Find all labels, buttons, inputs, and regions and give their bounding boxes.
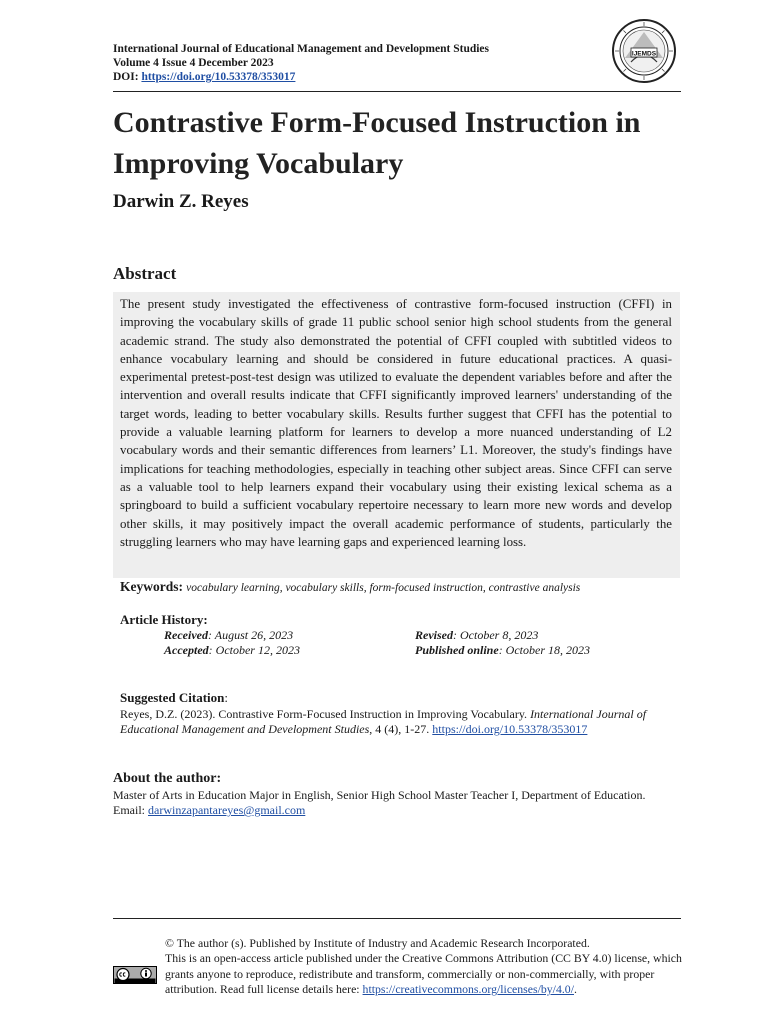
about-email-line (113, 803, 688, 818)
abstract-text: The present study investigated the effectiveness of contrastive form-focused instruction (CFFI) in improving the vocabulary skills of grade 11 public school senior high school students from the general academic strand. The study also demonstrated the potential of CFFI coupled with subtitled videos to enhance vocabulary learning and should be considered in future educational practices. A quasi-experimental pretest-post-test design was utilized to evaluate the dependent variables before and after the intervention and overall results indicate that CFFI significantly improved learners' understanding of the target words, leading to better vocabulary skills. Results further suggest that CFFI has the potential to provide a valuable learning platform for learners to develop a more nuanced understanding of L2 vocabulary words and their semantic differences from learners’ L1. Moreover, the study's findings have implications for teaching methodologies, especially in teaching other subject areas. Since CFFI can serve as a valuable tool to help learners expand their vocabulary using their existing lexical schema as a springboard to build a sufficient vocabulary repertoire necessary to learn more new words and develop other skills, it may positively impact the overall academic performance of students, particularly the struggling learners who may have learning gaps and experienced learning loss. (120, 297, 672, 549)
about-author-text (113, 788, 688, 818)
revised-label: Revised (415, 628, 453, 642)
keywords (120, 579, 680, 596)
license-line-1: © The author (s). Published by Institute of Industry and Academic Research Incorporated. (165, 936, 590, 950)
published-value: : October 18, 2023 (498, 643, 591, 657)
received-value: : August 26, 2023 (207, 628, 294, 642)
journal-header (113, 42, 489, 84)
license-body: This is an open-access article published under the Creative Commons Attribution (CC BY 4.0) license, which grants anyone to reproduce, redistribute and transform, commercially or non-commercially, with proper attribution. Read full license details here: (165, 951, 682, 996)
article-history-label: Article History: (120, 612, 208, 627)
email-label: Email: (113, 803, 148, 817)
history-received (164, 628, 293, 643)
journal-name: International Journal of Educational Management and Development Studies (113, 43, 490, 55)
keywords-value: vocabulary learning, vocabulary skills, form-focused instruction, contrastive analysis (186, 582, 581, 594)
abstract-heading: Abstract (113, 264, 177, 283)
doi-link[interactable]: https://doi.org/10.53378/353017 (141, 71, 296, 83)
license-line-2 (165, 951, 690, 997)
citation-colon: : (224, 690, 228, 705)
history-published (415, 643, 590, 658)
doi-label: DOI: (113, 71, 139, 83)
doi-line (113, 70, 489, 84)
citation-text (120, 707, 680, 737)
citation-link[interactable]: https://doi.org/10.53378/353017 (432, 722, 588, 736)
about-author-line: Master of Arts in Education Major in English, Senior High School Master Teacher I, Department of Education. (113, 788, 646, 802)
title-line-1: Contrastive Form-Focused Instruction in (113, 106, 641, 139)
seal-text: IJEMDS (631, 50, 657, 58)
footer-divider (113, 918, 681, 919)
author-name: Darwin Z. Reyes (113, 191, 249, 212)
license-link[interactable]: https://creativecommons.org/licenses/by/4.0/ (362, 981, 574, 996)
email-link[interactable]: darwinzapantareyes@gmail.com (148, 803, 306, 817)
history-accepted (164, 643, 300, 658)
license-text (165, 936, 690, 997)
suggested-citation-label (120, 690, 228, 706)
published-label: Published online (415, 643, 499, 657)
citation-journal: International Journal of Educational Management and Development Studies (120, 707, 647, 736)
cc-by-license-icon[interactable] (113, 966, 157, 984)
article-title (113, 102, 693, 184)
received-label: Received (164, 628, 208, 642)
title-line-2: Improving Vocabulary (113, 147, 404, 180)
revised-value: : October 8, 2023 (453, 628, 539, 642)
keywords-label: Keywords: (120, 579, 183, 594)
citation-label-text: Suggested Citation (120, 690, 225, 705)
license-end: . (573, 981, 577, 996)
history-revised (415, 628, 538, 643)
header-divider (113, 91, 681, 92)
about-author-label: About the author: (113, 771, 222, 786)
citation-plain: Reyes, D.Z. (2023). Contrastive Form-Focused Instruction in Improving Vocabulary. (120, 707, 531, 721)
accepted-label: Accepted (164, 643, 209, 657)
accepted-value: : October 12, 2023 (208, 643, 300, 657)
volume-issue: Volume 4 Issue 4 December 2023 (113, 57, 274, 69)
journal-seal-icon (611, 18, 677, 84)
citation-details: , 4 (4), 1-27. (369, 722, 433, 736)
